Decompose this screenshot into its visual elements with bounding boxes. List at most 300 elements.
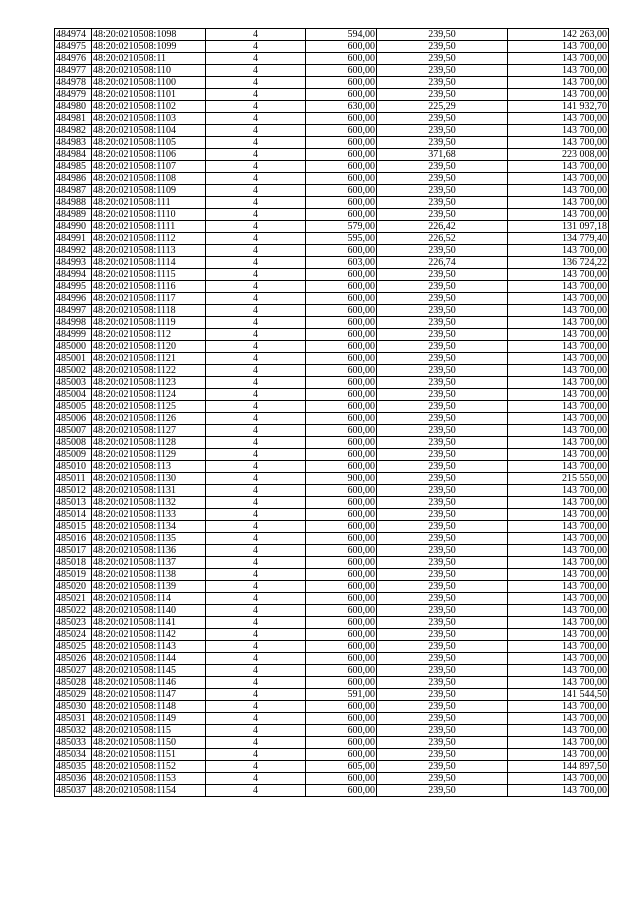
category-cell: 4 xyxy=(206,293,306,305)
row-number-cell: 485008 xyxy=(55,437,92,449)
category-cell: 4 xyxy=(206,113,306,125)
area-cell: 600,00 xyxy=(306,89,377,101)
category-cell: 4 xyxy=(206,329,306,341)
cadastral-number-cell: 48:20:0210508:1137 xyxy=(92,557,206,569)
value-cell: 143 700,00 xyxy=(508,389,609,401)
table-row xyxy=(55,29,609,41)
category-cell: 4 xyxy=(206,101,306,113)
cadastral-number-cell: 48:20:0210508:11 xyxy=(92,53,206,65)
area-cell: 600,00 xyxy=(306,401,377,413)
value-cell: 143 700,00 xyxy=(508,137,609,149)
row-number-cell: 485002 xyxy=(55,365,92,377)
row-number-cell: 485029 xyxy=(55,689,92,701)
rate-cell: 239,50 xyxy=(377,449,508,461)
row-number-cell: 484976 xyxy=(55,53,92,65)
table-row xyxy=(55,77,609,89)
row-number-cell: 484980 xyxy=(55,101,92,113)
cadastral-number-cell: 48:20:0210508:114 xyxy=(92,593,206,605)
table-row xyxy=(55,761,609,773)
category-cell: 4 xyxy=(206,125,306,137)
rate-cell: 239,50 xyxy=(377,353,508,365)
value-cell: 143 700,00 xyxy=(508,533,609,545)
category-cell: 4 xyxy=(206,557,306,569)
value-cell: 143 700,00 xyxy=(508,353,609,365)
rate-cell: 239,50 xyxy=(377,761,508,773)
area-cell: 595,00 xyxy=(306,233,377,245)
rate-cell: 239,50 xyxy=(377,125,508,137)
category-cell: 4 xyxy=(206,413,306,425)
category-cell: 4 xyxy=(206,437,306,449)
category-cell: 4 xyxy=(206,269,306,281)
value-cell: 143 700,00 xyxy=(508,329,609,341)
table-row xyxy=(55,149,609,161)
area-cell: 594,00 xyxy=(306,29,377,41)
area-cell: 600,00 xyxy=(306,749,377,761)
table-row xyxy=(55,485,609,497)
rate-cell: 239,50 xyxy=(377,713,508,725)
rate-cell: 239,50 xyxy=(377,425,508,437)
rate-cell: 239,50 xyxy=(377,653,508,665)
cadastral-number-cell: 48:20:0210508:1131 xyxy=(92,485,206,497)
cadastral-number-cell: 48:20:0210508:1145 xyxy=(92,665,206,677)
area-cell: 600,00 xyxy=(306,377,377,389)
category-cell: 4 xyxy=(206,401,306,413)
area-cell: 600,00 xyxy=(306,161,377,173)
value-cell: 143 700,00 xyxy=(508,545,609,557)
cadastral-number-cell: 48:20:0210508:1106 xyxy=(92,149,206,161)
value-cell: 143 700,00 xyxy=(508,341,609,353)
category-cell: 4 xyxy=(206,245,306,257)
row-number-cell: 484998 xyxy=(55,317,92,329)
area-cell: 600,00 xyxy=(306,629,377,641)
value-cell: 223 008,00 xyxy=(508,149,609,161)
area-cell: 600,00 xyxy=(306,113,377,125)
category-cell: 4 xyxy=(206,605,306,617)
row-number-cell: 485028 xyxy=(55,677,92,689)
area-cell: 600,00 xyxy=(306,341,377,353)
category-cell: 4 xyxy=(206,257,306,269)
table-row xyxy=(55,413,609,425)
category-cell: 4 xyxy=(206,137,306,149)
row-number-cell: 485026 xyxy=(55,653,92,665)
area-cell: 600,00 xyxy=(306,785,377,797)
value-cell: 143 700,00 xyxy=(508,245,609,257)
area-cell: 600,00 xyxy=(306,617,377,629)
row-number-cell: 484975 xyxy=(55,41,92,53)
rate-cell: 239,50 xyxy=(377,401,508,413)
row-number-cell: 484993 xyxy=(55,257,92,269)
table-row xyxy=(55,209,609,221)
rate-cell: 239,50 xyxy=(377,41,508,53)
area-cell: 900,00 xyxy=(306,473,377,485)
cadastral-number-cell: 48:20:0210508:1151 xyxy=(92,749,206,761)
rate-cell: 239,50 xyxy=(377,53,508,65)
category-cell: 4 xyxy=(206,485,306,497)
row-number-cell: 485020 xyxy=(55,581,92,593)
rate-cell: 239,50 xyxy=(377,305,508,317)
rate-cell: 239,50 xyxy=(377,377,508,389)
category-cell: 4 xyxy=(206,221,306,233)
value-cell: 143 700,00 xyxy=(508,485,609,497)
cadastral-number-cell: 48:20:0210508:1153 xyxy=(92,773,206,785)
category-cell: 4 xyxy=(206,65,306,77)
cadastral-number-cell: 48:20:0210508:1099 xyxy=(92,41,206,53)
row-number-cell: 484996 xyxy=(55,293,92,305)
row-number-cell: 484990 xyxy=(55,221,92,233)
area-cell: 600,00 xyxy=(306,485,377,497)
row-number-cell: 484989 xyxy=(55,209,92,221)
row-number-cell: 485001 xyxy=(55,353,92,365)
cadastral-number-cell: 48:20:0210508:112 xyxy=(92,329,206,341)
cadastral-number-cell: 48:20:0210508:1118 xyxy=(92,305,206,317)
row-number-cell: 485031 xyxy=(55,713,92,725)
category-cell: 4 xyxy=(206,545,306,557)
row-number-cell: 485000 xyxy=(55,341,92,353)
cadastral-number-cell: 48:20:0210508:1141 xyxy=(92,617,206,629)
area-cell: 579,00 xyxy=(306,221,377,233)
rate-cell: 239,50 xyxy=(377,749,508,761)
row-number-cell: 484978 xyxy=(55,77,92,89)
table-row xyxy=(55,677,609,689)
rate-cell: 239,50 xyxy=(377,437,508,449)
rate-cell: 239,50 xyxy=(377,641,508,653)
area-cell: 600,00 xyxy=(306,137,377,149)
rate-cell: 239,50 xyxy=(377,269,508,281)
row-number-cell: 484974 xyxy=(55,29,92,41)
value-cell: 143 700,00 xyxy=(508,521,609,533)
cadastral-number-cell: 48:20:0210508:110 xyxy=(92,65,206,77)
area-cell: 600,00 xyxy=(306,53,377,65)
rate-cell: 239,50 xyxy=(377,365,508,377)
cadastral-number-cell: 48:20:0210508:1150 xyxy=(92,737,206,749)
table-row xyxy=(55,365,609,377)
row-number-cell: 485034 xyxy=(55,749,92,761)
area-cell: 600,00 xyxy=(306,461,377,473)
category-cell: 4 xyxy=(206,749,306,761)
category-cell: 4 xyxy=(206,677,306,689)
row-number-cell: 485023 xyxy=(55,617,92,629)
area-cell: 600,00 xyxy=(306,593,377,605)
cadastral-number-cell: 48:20:0210508:1144 xyxy=(92,653,206,665)
table-row xyxy=(55,737,609,749)
table-row xyxy=(55,113,609,125)
category-cell: 4 xyxy=(206,449,306,461)
area-cell: 600,00 xyxy=(306,317,377,329)
rate-cell: 239,50 xyxy=(377,701,508,713)
table-row xyxy=(55,665,609,677)
cadastral-number-cell: 48:20:0210508:1107 xyxy=(92,161,206,173)
table-row xyxy=(55,353,609,365)
area-cell: 600,00 xyxy=(306,665,377,677)
value-cell: 143 700,00 xyxy=(508,773,609,785)
category-cell: 4 xyxy=(206,629,306,641)
cadastral-number-cell: 48:20:0210508:1135 xyxy=(92,533,206,545)
row-number-cell: 485017 xyxy=(55,545,92,557)
rate-cell: 239,50 xyxy=(377,65,508,77)
area-cell: 600,00 xyxy=(306,281,377,293)
cadastral-number-cell: 48:20:0210508:1125 xyxy=(92,401,206,413)
value-cell: 143 700,00 xyxy=(508,185,609,197)
table-body xyxy=(55,29,609,797)
value-cell: 143 700,00 xyxy=(508,557,609,569)
cadastral-number-cell: 48:20:0210508:1132 xyxy=(92,497,206,509)
row-number-cell: 485012 xyxy=(55,485,92,497)
category-cell: 4 xyxy=(206,53,306,65)
row-number-cell: 485011 xyxy=(55,473,92,485)
table-row xyxy=(55,197,609,209)
area-cell: 600,00 xyxy=(306,701,377,713)
value-cell: 143 700,00 xyxy=(508,125,609,137)
row-number-cell: 485030 xyxy=(55,701,92,713)
value-cell: 143 700,00 xyxy=(508,509,609,521)
area-cell: 600,00 xyxy=(306,413,377,425)
rate-cell: 239,50 xyxy=(377,341,508,353)
table-row xyxy=(55,221,609,233)
table-row xyxy=(55,461,609,473)
cadastral-number-cell: 48:20:0210508:113 xyxy=(92,461,206,473)
cadastral-number-cell: 48:20:0210508:1154 xyxy=(92,785,206,797)
table-row xyxy=(55,749,609,761)
category-cell: 4 xyxy=(206,641,306,653)
value-cell: 143 700,00 xyxy=(508,641,609,653)
rate-cell: 239,50 xyxy=(377,605,508,617)
category-cell: 4 xyxy=(206,233,306,245)
category-cell: 4 xyxy=(206,353,306,365)
cadastral-value-table xyxy=(54,28,609,797)
category-cell: 4 xyxy=(206,473,306,485)
value-cell: 143 700,00 xyxy=(508,89,609,101)
value-cell: 141 932,70 xyxy=(508,101,609,113)
row-number-cell: 485024 xyxy=(55,629,92,641)
row-number-cell: 484999 xyxy=(55,329,92,341)
area-cell: 600,00 xyxy=(306,641,377,653)
rate-cell: 239,50 xyxy=(377,593,508,605)
row-number-cell: 484991 xyxy=(55,233,92,245)
area-cell: 600,00 xyxy=(306,173,377,185)
area-cell: 600,00 xyxy=(306,509,377,521)
rate-cell: 239,50 xyxy=(377,29,508,41)
category-cell: 4 xyxy=(206,785,306,797)
category-cell: 4 xyxy=(206,173,306,185)
rate-cell: 239,50 xyxy=(377,413,508,425)
cadastral-number-cell: 48:20:0210508:1129 xyxy=(92,449,206,461)
area-cell: 600,00 xyxy=(306,329,377,341)
area-cell: 600,00 xyxy=(306,677,377,689)
area-cell: 600,00 xyxy=(306,557,377,569)
value-cell: 143 700,00 xyxy=(508,41,609,53)
category-cell: 4 xyxy=(206,761,306,773)
row-number-cell: 485009 xyxy=(55,449,92,461)
rate-cell: 239,50 xyxy=(377,77,508,89)
area-cell: 600,00 xyxy=(306,653,377,665)
table-row xyxy=(55,137,609,149)
table-row xyxy=(55,725,609,737)
area-cell: 600,00 xyxy=(306,389,377,401)
value-cell: 143 700,00 xyxy=(508,677,609,689)
rate-cell: 239,50 xyxy=(377,737,508,749)
row-number-cell: 484988 xyxy=(55,197,92,209)
rate-cell: 239,50 xyxy=(377,293,508,305)
area-cell: 600,00 xyxy=(306,41,377,53)
row-number-cell: 485033 xyxy=(55,737,92,749)
category-cell: 4 xyxy=(206,713,306,725)
cadastral-number-cell: 48:20:0210508:1124 xyxy=(92,389,206,401)
cadastral-number-cell: 48:20:0210508:1136 xyxy=(92,545,206,557)
rate-cell: 371,68 xyxy=(377,149,508,161)
table-row xyxy=(55,233,609,245)
rate-cell: 239,50 xyxy=(377,245,508,257)
rate-cell: 239,50 xyxy=(377,545,508,557)
value-cell: 143 700,00 xyxy=(508,281,609,293)
rate-cell: 239,50 xyxy=(377,89,508,101)
table-row xyxy=(55,341,609,353)
cadastral-number-cell: 48:20:0210508:1123 xyxy=(92,377,206,389)
row-number-cell: 484994 xyxy=(55,269,92,281)
value-cell: 144 897,50 xyxy=(508,761,609,773)
table-row xyxy=(55,605,609,617)
rate-cell: 239,50 xyxy=(377,629,508,641)
table-row xyxy=(55,617,609,629)
table-row xyxy=(55,629,609,641)
value-cell: 143 700,00 xyxy=(508,665,609,677)
value-cell: 143 700,00 xyxy=(508,401,609,413)
rate-cell: 226,42 xyxy=(377,221,508,233)
table-row xyxy=(55,545,609,557)
row-number-cell: 485037 xyxy=(55,785,92,797)
row-number-cell: 485019 xyxy=(55,569,92,581)
table-row xyxy=(55,581,609,593)
area-cell: 630,00 xyxy=(306,101,377,113)
row-number-cell: 485014 xyxy=(55,509,92,521)
rate-cell: 239,50 xyxy=(377,569,508,581)
table-row xyxy=(55,257,609,269)
category-cell: 4 xyxy=(206,497,306,509)
cadastral-number-cell: 48:20:0210508:1138 xyxy=(92,569,206,581)
value-cell: 143 700,00 xyxy=(508,413,609,425)
row-number-cell: 485003 xyxy=(55,377,92,389)
value-cell: 143 700,00 xyxy=(508,293,609,305)
category-cell: 4 xyxy=(206,197,306,209)
cadastral-number-cell: 48:20:0210508:1133 xyxy=(92,509,206,521)
table-row xyxy=(55,437,609,449)
table-row xyxy=(55,401,609,413)
table-row xyxy=(55,521,609,533)
table-row xyxy=(55,125,609,137)
category-cell: 4 xyxy=(206,161,306,173)
table-row xyxy=(55,281,609,293)
value-cell: 143 700,00 xyxy=(508,53,609,65)
row-number-cell: 484987 xyxy=(55,185,92,197)
area-cell: 600,00 xyxy=(306,581,377,593)
category-cell: 4 xyxy=(206,389,306,401)
area-cell: 600,00 xyxy=(306,521,377,533)
rate-cell: 239,50 xyxy=(377,485,508,497)
row-number-cell: 485036 xyxy=(55,773,92,785)
row-number-cell: 485018 xyxy=(55,557,92,569)
category-cell: 4 xyxy=(206,665,306,677)
cadastral-number-cell: 48:20:0210508:1102 xyxy=(92,101,206,113)
value-cell: 143 700,00 xyxy=(508,701,609,713)
area-cell: 600,00 xyxy=(306,65,377,77)
rate-cell: 239,50 xyxy=(377,317,508,329)
value-cell: 143 700,00 xyxy=(508,317,609,329)
category-cell: 4 xyxy=(206,317,306,329)
area-cell: 600,00 xyxy=(306,545,377,557)
area-cell: 600,00 xyxy=(306,353,377,365)
area-cell: 603,00 xyxy=(306,257,377,269)
table-row xyxy=(55,689,609,701)
value-cell: 143 700,00 xyxy=(508,617,609,629)
rate-cell: 239,50 xyxy=(377,329,508,341)
rate-cell: 239,50 xyxy=(377,197,508,209)
table-row xyxy=(55,41,609,53)
rate-cell: 239,50 xyxy=(377,173,508,185)
cadastral-number-cell: 48:20:0210508:1098 xyxy=(92,29,206,41)
area-cell: 600,00 xyxy=(306,209,377,221)
table-row xyxy=(55,185,609,197)
area-cell: 600,00 xyxy=(306,533,377,545)
row-number-cell: 485016 xyxy=(55,533,92,545)
cadastral-number-cell: 48:20:0210508:1122 xyxy=(92,365,206,377)
category-cell: 4 xyxy=(206,521,306,533)
rate-cell: 239,50 xyxy=(377,509,508,521)
cadastral-number-cell: 48:20:0210508:1101 xyxy=(92,89,206,101)
rate-cell: 239,50 xyxy=(377,785,508,797)
rate-cell: 239,50 xyxy=(377,185,508,197)
table-row xyxy=(55,473,609,485)
category-cell: 4 xyxy=(206,185,306,197)
cadastral-number-cell: 48:20:0210508:1149 xyxy=(92,713,206,725)
row-number-cell: 484982 xyxy=(55,125,92,137)
table-row xyxy=(55,89,609,101)
area-cell: 600,00 xyxy=(306,77,377,89)
row-number-cell: 485007 xyxy=(55,425,92,437)
value-cell: 143 700,00 xyxy=(508,113,609,125)
value-cell: 143 700,00 xyxy=(508,437,609,449)
area-cell: 600,00 xyxy=(306,197,377,209)
row-number-cell: 484983 xyxy=(55,137,92,149)
cadastral-number-cell: 48:20:0210508:111 xyxy=(92,197,206,209)
cadastral-number-cell: 48:20:0210508:1134 xyxy=(92,521,206,533)
category-cell: 4 xyxy=(206,425,306,437)
value-cell: 136 724,22 xyxy=(508,257,609,269)
table-row xyxy=(55,377,609,389)
row-number-cell: 484986 xyxy=(55,173,92,185)
area-cell: 600,00 xyxy=(306,305,377,317)
table-row xyxy=(55,509,609,521)
value-cell: 143 700,00 xyxy=(508,593,609,605)
value-cell: 143 700,00 xyxy=(508,461,609,473)
value-cell: 143 700,00 xyxy=(508,197,609,209)
value-cell: 143 700,00 xyxy=(508,713,609,725)
area-cell: 600,00 xyxy=(306,569,377,581)
cadastral-number-cell: 48:20:0210508:1143 xyxy=(92,641,206,653)
category-cell: 4 xyxy=(206,209,306,221)
category-cell: 4 xyxy=(206,341,306,353)
value-cell: 143 700,00 xyxy=(508,377,609,389)
area-cell: 600,00 xyxy=(306,185,377,197)
value-cell: 143 700,00 xyxy=(508,737,609,749)
table-row xyxy=(55,785,609,797)
cadastral-number-cell: 48:20:0210508:1148 xyxy=(92,701,206,713)
value-cell: 141 544,50 xyxy=(508,689,609,701)
area-cell: 600,00 xyxy=(306,773,377,785)
rate-cell: 239,50 xyxy=(377,161,508,173)
area-cell: 600,00 xyxy=(306,293,377,305)
category-cell: 4 xyxy=(206,773,306,785)
cadastral-number-cell: 48:20:0210508:1104 xyxy=(92,125,206,137)
value-cell: 143 700,00 xyxy=(508,629,609,641)
